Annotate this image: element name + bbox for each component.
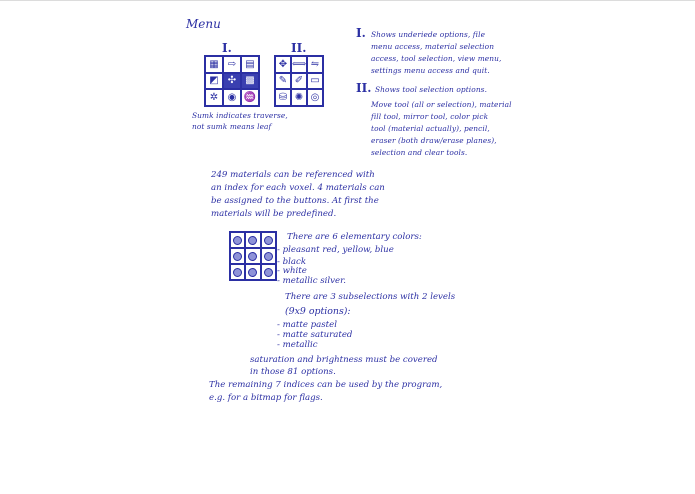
section-ii-line-6: selection and clear tools. bbox=[371, 148, 468, 157]
pencil-icon: ✐ bbox=[291, 73, 307, 90]
sub-line-3: - matte pastel bbox=[277, 320, 337, 330]
cursor-icon: ✣ bbox=[223, 73, 241, 90]
color-grid bbox=[229, 231, 277, 281]
materials-line-3: be assigned to the buttons. At first the bbox=[211, 196, 379, 206]
section-i-line-3: access, tool selection, view menu, bbox=[371, 54, 502, 63]
star-icon: ✺ bbox=[291, 89, 307, 106]
arrows-icon: ⟺ bbox=[291, 56, 307, 73]
grid-icon: ▦ bbox=[205, 56, 223, 73]
materials-line-1: 249 materials can be referenced with bbox=[211, 170, 375, 180]
diagram-label-1: I. bbox=[222, 41, 232, 55]
colors-line-4: - white bbox=[277, 266, 307, 276]
color-swatch-icon bbox=[230, 248, 245, 264]
texture-icon: ▩ bbox=[241, 73, 259, 90]
page-edge-line bbox=[0, 0, 695, 1]
menu-grid-2 bbox=[274, 55, 324, 107]
color-swatch-icon bbox=[230, 264, 245, 280]
sub-line-5: - metallic bbox=[277, 340, 318, 350]
section-ii-line-1: Shows tool selection options. bbox=[375, 85, 488, 94]
bucket-icon: ⛁ bbox=[275, 89, 291, 106]
color-swatch-icon bbox=[245, 248, 260, 264]
color-swatch-icon bbox=[245, 232, 260, 248]
color-swatch-icon bbox=[261, 232, 276, 248]
caption-line-2: not sumk means leaf bbox=[192, 122, 272, 131]
colors-line-5: - metallic silver. bbox=[277, 276, 346, 286]
section-ii-line-2: Move tool (all or selection), material bbox=[371, 100, 512, 109]
color-swatch-icon bbox=[245, 264, 260, 280]
eye-icon: ◉ bbox=[223, 89, 241, 106]
eraser-icon: ▭ bbox=[307, 73, 323, 90]
materials-line-4: materials will be predefined. bbox=[211, 209, 337, 219]
sub-line-1: There are 3 subselections with 2 levels bbox=[285, 292, 456, 302]
section-i-line-4: settings menu access and quit. bbox=[371, 66, 490, 75]
bottom-line-3: The remaining 7 indices can be used by the program, bbox=[209, 380, 443, 390]
caption-line-1: Sumk indicates traverse, bbox=[192, 111, 288, 120]
move-cross-icon: ✥ bbox=[275, 56, 291, 73]
picture-icon: ◩ bbox=[205, 73, 223, 90]
diagram-label-2: II. bbox=[291, 41, 307, 55]
bottom-line-2: in those 81 options. bbox=[250, 367, 336, 377]
section-ii-label: II. bbox=[356, 81, 372, 95]
section-ii-line-3: fill tool, mirror tool, color pick bbox=[371, 112, 489, 121]
materials-line-2: an index for each voxel. 4 materials can bbox=[211, 183, 385, 193]
document-icon: ▤ bbox=[241, 56, 259, 73]
arrow-right-icon: ⇨ bbox=[223, 56, 241, 73]
bucket-icon: ♒ bbox=[241, 89, 259, 106]
color-swatch-icon bbox=[230, 232, 245, 248]
mirror-icon: ⇋ bbox=[307, 56, 323, 73]
section-i-line-2: menu access, material selection bbox=[371, 42, 495, 51]
section-i-line-1: Shows underiede options, file bbox=[371, 30, 486, 39]
color-swatch-icon bbox=[261, 264, 276, 280]
colors-line-2: - pleasant red, yellow, blue bbox=[277, 245, 394, 255]
sub-line-2: (9x9 options): bbox=[285, 306, 351, 317]
color-swatch-icon bbox=[261, 248, 276, 264]
spiral-icon: ◎ bbox=[307, 89, 323, 106]
bottom-line-1: saturation and brightness must be covered bbox=[250, 355, 438, 365]
menu-grid-1 bbox=[204, 55, 260, 107]
sub-line-4: - matte saturated bbox=[277, 330, 353, 340]
page-title: Menu bbox=[186, 17, 221, 31]
colors-line-3: - black bbox=[277, 257, 307, 267]
gear-icon: ✲ bbox=[205, 89, 223, 106]
section-ii-line-5: eraser (both draw/erase planes), bbox=[371, 136, 497, 145]
bottom-line-4: e.g. for a bitmap for flags. bbox=[209, 393, 323, 403]
section-ii-line-4: tool (material actually), pencil, bbox=[371, 124, 490, 133]
section-i-label: I. bbox=[356, 26, 366, 40]
colors-line-1: There are 6 elementary colors: bbox=[287, 232, 422, 242]
pipette-icon: ✎ bbox=[275, 73, 291, 90]
